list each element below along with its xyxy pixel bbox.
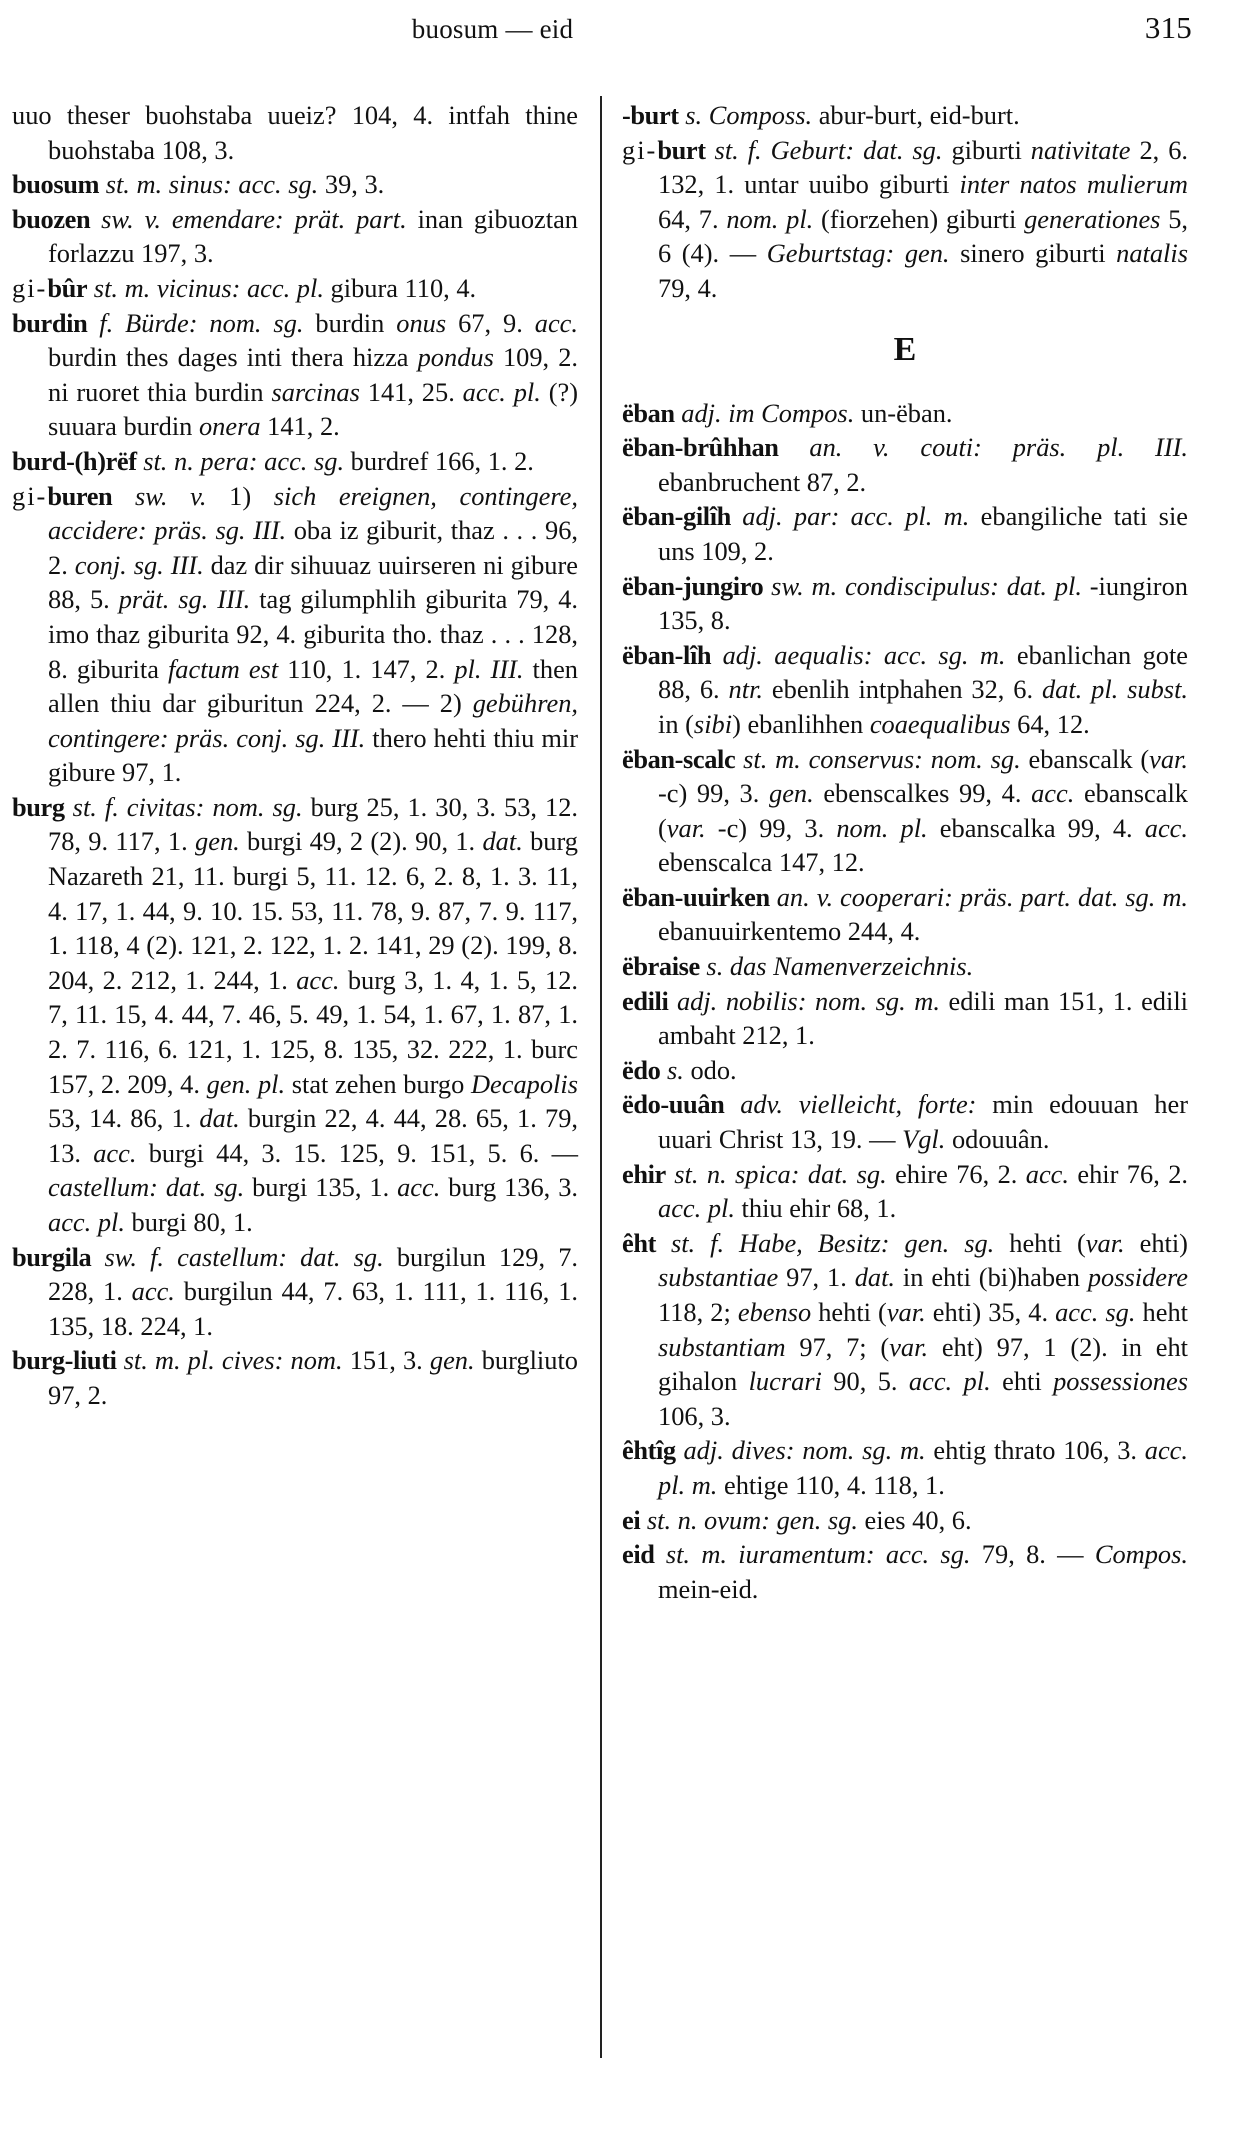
grammar-gloss: castellum: dat. sg. [48, 1172, 245, 1203]
citation-text: sinero giburti [949, 238, 1117, 269]
grammar-gloss: acc. [1031, 778, 1075, 809]
citation-text: ebangiliche tati sie uns 109, 2. [658, 501, 1188, 566]
grammar-gloss: Geburtstag: gen. [766, 238, 950, 269]
grammar-gloss: dat. [482, 826, 523, 857]
dictionary-entry [12, 167, 578, 202]
citation-text: burg 136, 3. [440, 1172, 578, 1203]
grammar-gloss: s. [660, 1054, 684, 1085]
dictionary-entry [622, 880, 1188, 949]
citation-text: daz dir sihuuaz uuirseren ni gibure 88, 5. [48, 549, 578, 615]
dictionary-entry [622, 1433, 1188, 1502]
dictionary-entry [12, 790, 578, 1240]
grammar-gloss: sw. v. emendare: prät. part. [90, 203, 407, 234]
grammar-gloss: s. das Namenverzeichnis. [699, 951, 974, 982]
grammar-gloss: var. [1149, 743, 1188, 774]
citation-text: 79, 4. [658, 272, 718, 303]
citation-text: burg Nazareth 21, 11. burgi 5, 11. 12. 6, 2. 8, 1. 3. 11, 4. 17, 1. 44, 9. 10. 15. 53, 11. 78, 9. 87, 7. 9. 117, 1. 118, 4 (2). 121, 2. 122, 1. 2. 141, 29 (2). 199, 8. 204, 2. 212, 1. 244, 1. [48, 826, 579, 995]
headword: ei [622, 1504, 641, 1535]
section-letter-heading: E [893, 330, 917, 368]
citation-text: uuo theser buohstaba uueiz? 104, 4. intfah thine buohstaba 108, 3. [12, 100, 578, 165]
citation-text: ebanlichan gote 88, 6. [658, 639, 1189, 705]
dictionary-entry [622, 638, 1188, 742]
grammar-gloss: acc. sg. [1055, 1297, 1136, 1327]
headword: burdin [12, 307, 88, 338]
citation-text: edili man 151, 1. edili ambaht 212, 1. [658, 985, 1189, 1051]
grammar-gloss: adj. nobilis: nom. sg. m. [668, 985, 940, 1016]
citation-text: 141, 2. [260, 411, 340, 442]
grammar-gloss: substantiam [658, 1331, 786, 1362]
citation-text: burgi 44, 3. 15. 125, 9. 151, 5. 6. — [136, 1137, 578, 1168]
dictionary-entry [12, 479, 578, 790]
citation-text: hehti ( [811, 1297, 887, 1327]
grammar-gloss: sw. v. [112, 480, 207, 511]
prefix: gi- [12, 272, 48, 303]
grammar-gloss: coaequalibus [869, 708, 1011, 739]
grammar-gloss: var. [1085, 1227, 1125, 1258]
headword: ëban-lîh [622, 639, 712, 670]
citation-text: 2, 6. 132, 1. untar uuibo giburti [658, 134, 1188, 200]
citation-text: -iungiron 135, 8. [658, 570, 1188, 636]
grammar-gloss: acc. pl. [462, 376, 541, 407]
citation-text: oba iz giburit, thaz . . . 96, 2. [48, 515, 578, 580]
grammar-gloss: sarcinas [271, 376, 360, 407]
citation-text: ) ebanlihhen [732, 708, 870, 739]
citation-text: ehti [990, 1366, 1054, 1397]
citation-text: burgilun 44, 7. 63, 1. 111, 1. 116, 1. 135, 18. 224, 1. [48, 1276, 579, 1341]
dictionary-entry [12, 306, 578, 444]
grammar-gloss: acc. [131, 1276, 175, 1307]
citation-text: 67, 9. [446, 307, 535, 338]
grammar-gloss: lucrari [748, 1366, 822, 1397]
headword: ëdo [622, 1054, 661, 1085]
dictionary-entry [622, 1087, 1188, 1156]
dictionary-entry [622, 430, 1188, 499]
dictionary-entry [622, 1053, 1188, 1088]
dictionary-entry [12, 1343, 578, 1412]
grammar-gloss: generationes [1024, 203, 1161, 234]
headword: eid [622, 1539, 655, 1570]
grammar-gloss: gebühren, contingere: präs. conj. sg. III. [48, 688, 578, 753]
grammar-gloss: acc. [397, 1172, 441, 1203]
grammar-gloss: acc. pl. [908, 1366, 991, 1397]
headword: ëban-uuirken [622, 881, 770, 912]
citation-text: 1) [206, 480, 274, 511]
citation-text: ehti) 35, 4. [925, 1297, 1056, 1327]
grammar-gloss: adj. par: acc. pl. m. [730, 501, 970, 532]
grammar-gloss: acc. [296, 964, 340, 995]
citation-text: in ehti (bi)haben [895, 1262, 1088, 1293]
citation-text: in ( [658, 708, 694, 739]
grammar-gloss: st. m. iuramentum: acc. sg. [654, 1539, 971, 1570]
grammar-gloss: acc. [93, 1137, 137, 1168]
grammar-gloss: acc. pl. [48, 1207, 125, 1237]
grammar-gloss: sich ereignen, contingere, accidere: präs. sg. III. [48, 480, 578, 546]
citation-text: ehtige 110, 4. 118, 1. [717, 1469, 945, 1500]
citation-text: 64, 12. [1010, 708, 1090, 739]
citation-text: burgilun 129, 7. 228, 1. [48, 1241, 578, 1307]
grammar-gloss: sw. m. condiscipulus: dat. pl. [763, 570, 1082, 601]
citation-text: ebanscalk ( [658, 778, 1188, 843]
citation-text: -c) 99, 3. [705, 812, 837, 843]
citation-text: ehtig thrato 106, 3. [925, 1435, 1145, 1466]
citation-text: -c) 99, 3. [658, 778, 769, 809]
grammar-gloss: factum est [167, 653, 279, 684]
grammar-gloss: ebenso [737, 1297, 812, 1327]
headword: buozen [12, 203, 91, 234]
headword: ehir [622, 1158, 666, 1189]
grammar-gloss: ntr. [728, 674, 764, 705]
citation-text: giburti [942, 134, 1031, 165]
citation-text: hehti ( [994, 1227, 1086, 1258]
citation-text: 151, 3. [342, 1345, 430, 1376]
headword: bûr [47, 272, 88, 303]
citation-text: ehire 76, 2. [886, 1158, 1026, 1189]
grammar-gloss: Compos. [1094, 1539, 1188, 1570]
citation-text: 110, 1. 147, 2. [278, 653, 455, 684]
citation-text: abur-burt, eid-burt. [812, 100, 1020, 130]
headword: ëban-brûhhan [622, 432, 779, 463]
headword: ëbraise [622, 951, 700, 982]
citation-text: ebenscalca 147, 12. [658, 847, 865, 878]
citation-text: burgi 135, 1. [244, 1172, 398, 1203]
citation-text: eht) 97, 1 (2). in eht gihalon [658, 1331, 1188, 1397]
grammar-gloss: adj. dives: nom. sg. m. [675, 1435, 926, 1466]
grammar-gloss: var. [666, 812, 706, 843]
citation-text: heht [1135, 1297, 1188, 1327]
headword: -burt [622, 100, 679, 130]
grammar-gloss: dat. [199, 1103, 240, 1134]
citation-text: 109, 2. ni ruoret thia burdin [48, 342, 578, 407]
citation-text: burdref 166, 1. 2. [344, 445, 534, 476]
citation-text: ebanbruchent 87, 2. [658, 466, 867, 497]
headword: edili [622, 985, 669, 1016]
citation-text: odo. [683, 1054, 737, 1085]
citation-text: ebanuuirkentemo 244, 4. [658, 916, 921, 947]
dictionary-entry [12, 202, 578, 271]
dictionary-entry [622, 949, 1188, 984]
grammar-gloss: possessiones [1053, 1366, 1188, 1397]
grammar-gloss: st. f. civitas: nom. sg. [64, 791, 303, 822]
grammar-gloss: acc. pl. m. [658, 1435, 1188, 1500]
dictionary-entry [12, 271, 578, 306]
citation-text: thero hehti thiu mir gibure 97, 1. [48, 722, 578, 788]
headword: ëban [622, 397, 675, 428]
citation-text: ebenlih intphahen 32, 6. [763, 674, 1042, 705]
grammar-gloss: nom. pl. [836, 812, 928, 843]
grammar-gloss: f. Bürde: nom. sg. [87, 307, 304, 338]
citation-text: (fiorzehen) giburti [813, 203, 1025, 234]
dictionary-entry [12, 1240, 578, 1344]
grammar-gloss: prät. sg. III. [118, 584, 251, 615]
grammar-gloss: conj. sg. III. [74, 549, 204, 580]
grammar-gloss: st. m. vicinus: acc. pl. [87, 272, 324, 303]
dictionary-entry [622, 1503, 1188, 1538]
grammar-gloss: var. [886, 1297, 926, 1327]
grammar-gloss: sibi [693, 708, 733, 739]
grammar-gloss: substantiae [658, 1262, 779, 1293]
citation-text: burgi 49, 2 (2). 90, 1. [239, 826, 483, 857]
citation-text: 79, 8. — [970, 1539, 1095, 1570]
citation-text: gibura 110, 4. [323, 272, 477, 303]
prefix: gi- [622, 134, 658, 165]
grammar-gloss: dat. pl. subst. [1041, 674, 1188, 705]
citation-text: 39, 3. [318, 169, 385, 200]
citation-text: mein-eid. [658, 1573, 759, 1604]
citation-text: thiu ehir 68, 1. [734, 1193, 897, 1224]
citation-text: min edouuan her uuari Christ 13, 19. — [658, 1089, 1188, 1155]
grammar-gloss: acc. [1144, 812, 1188, 843]
prefix: gi- [12, 480, 48, 511]
citation-text: 64, 7. [658, 203, 727, 234]
grammar-gloss: st. m. sinus: acc. sg. [99, 169, 319, 200]
headword: ëban-jungiro [622, 570, 764, 601]
dictionary-entry [12, 444, 578, 479]
headword: burg-liuti [12, 1345, 117, 1376]
grammar-gloss: inter natos mulierum [959, 169, 1188, 200]
grammar-gloss: st. f. Geburt: dat. sg. [705, 134, 943, 165]
citation-text: inan gibuoztan forlazzu 197, 3. [48, 203, 578, 269]
citation-text: odouuân. [945, 1124, 1050, 1155]
grammar-gloss: pl. III. [454, 653, 524, 684]
grammar-gloss: nativitate [1030, 134, 1131, 165]
grammar-gloss: st. m. conservus: nom. sg. [735, 743, 1021, 774]
grammar-gloss: adj. im Compos. [674, 397, 855, 428]
running-header: buosum — eid [411, 14, 574, 44]
citation-text: ehir 76, 2. [1069, 1158, 1188, 1189]
citation-text: burgi 80, 1. [124, 1207, 253, 1237]
citation-text: then allen thiu dar giburitun 224, 2. — 2) [48, 653, 578, 719]
dictionary-entry [622, 1226, 1188, 1434]
dictionary-entry [622, 133, 1188, 306]
citation-text: 90, 5. [821, 1366, 909, 1397]
grammar-gloss: var. [889, 1331, 929, 1362]
citation-text: ehti) [1124, 1227, 1188, 1258]
grammar-gloss: Vgl. [902, 1124, 946, 1155]
citation-text: 118, 2; [658, 1297, 738, 1327]
headword: ëdo-uuân [622, 1089, 725, 1120]
headword: burgila [12, 1241, 92, 1272]
dictionary-entry [622, 1157, 1188, 1226]
citation-text: ebenscalkes 99, 4. [813, 778, 1032, 809]
citation-text: (?) suuara burdin [48, 376, 579, 442]
dictionary-entry [622, 98, 1188, 133]
dictionary-entry [622, 1537, 1188, 1606]
grammar-gloss: gen. [429, 1345, 475, 1376]
headword: burg [12, 791, 65, 822]
grammar-gloss: pondus [417, 342, 494, 373]
dictionary-entry [622, 742, 1188, 880]
grammar-gloss: st. n. pera: acc. sg. [136, 445, 345, 476]
grammar-gloss: adv. vielleicht, forte: [724, 1089, 977, 1120]
headword: buosum [12, 169, 100, 200]
dictionary-entry [622, 569, 1188, 638]
citation-text: ebanscalk ( [1020, 743, 1150, 774]
headword: burt [657, 134, 706, 165]
grammar-gloss: adj. aequalis: acc. sg. m. [711, 639, 1006, 670]
citation-text: 106, 3. [658, 1400, 731, 1431]
citation-text: 97, 7; ( [785, 1331, 890, 1362]
grammar-gloss: st. m. pl. cives: nom. [116, 1345, 343, 1376]
grammar-gloss: possidere [1087, 1262, 1189, 1293]
grammar-gloss: nom. pl. [726, 203, 814, 234]
grammar-gloss: dat. [854, 1262, 896, 1293]
right-column [622, 98, 1188, 1606]
grammar-gloss: an. v. couti: präs. pl. III. [778, 432, 1188, 463]
citation-text: burg 3, 1. 4, 1. 5, 12. 7, 11. 15, 4. 44, 7. 46, 5. 49, 1. 54, 1. 67, 1. 87, 1. 2. 7. 116, 6. 121, 1. 125, 8. 135, 32. 222, 1. burc 157, 2. 209, 4. [48, 964, 578, 1099]
citation-text: burg 25, 1. 30, 3. 53, 12. 78, 9. 117, 1. [48, 791, 578, 857]
headword: burd-(h)rëf [12, 445, 137, 476]
entry-continuation [12, 98, 578, 167]
grammar-gloss: gen. [769, 778, 814, 809]
citation-text: burgliuto 97, 2. [48, 1345, 578, 1410]
grammar-gloss: st. n. ovum: gen. sg. [640, 1504, 858, 1535]
column-divider [600, 96, 602, 2058]
citation-text: 97, 1. [778, 1262, 855, 1293]
dictionary-entry [622, 984, 1188, 1053]
grammar-gloss: sw. f. castellum: dat. sg. [91, 1241, 384, 1272]
grammar-gloss: st. f. Habe, Besitz: gen. sg. [655, 1227, 995, 1258]
grammar-gloss: onera [198, 411, 261, 442]
headword: ëban-scalc [622, 743, 736, 774]
dictionary-entry [622, 499, 1188, 568]
grammar-gloss: s. Composs. [678, 100, 813, 130]
grammar-gloss: st. n. spica: dat. sg. [665, 1158, 887, 1189]
citation-text: 141, 25. [359, 376, 463, 407]
grammar-gloss: gen. pl. [206, 1068, 286, 1099]
grammar-gloss: an. v. cooperari: präs. part. dat. sg. m. [769, 881, 1188, 912]
headword: ëban-gilîh [622, 501, 731, 532]
headword: buren [47, 480, 113, 511]
citation-text: burgin 22, 4. 44, 28. 65, 1. 79, 13. [48, 1103, 579, 1168]
headword: êhtîg [622, 1435, 676, 1466]
citation-text: tag gilumphlih giburita 79, 4. imo thaz giburita 92, 4. giburita tho. thaz . . . 128, 8. giburita [48, 584, 578, 684]
citation-text: un-ëban. [854, 397, 953, 428]
page-number: 315 [1144, 10, 1192, 45]
grammar-gloss: acc. [534, 307, 578, 338]
citation-text: 53, 14. 86, 1. [48, 1103, 200, 1134]
grammar-gloss: acc. [1025, 1158, 1069, 1189]
grammar-gloss: gen. [195, 826, 240, 857]
dictionary-entry [622, 396, 1188, 431]
grammar-gloss: Decapolis [470, 1068, 578, 1099]
citation-text: burdin thes dages inti thera hizza [48, 342, 418, 373]
citation-text: 5, 6 (4). — [658, 203, 1188, 269]
headword: êht [622, 1227, 656, 1258]
grammar-gloss: natalis [1116, 238, 1188, 269]
grammar-gloss: onus [396, 307, 447, 338]
citation-text: eies 40, 6. [857, 1504, 972, 1535]
grammar-gloss: acc. pl. [658, 1193, 735, 1224]
left-column [12, 98, 578, 1413]
citation-text: ebanscalka 99, 4. [927, 812, 1145, 843]
citation-text: stat zehen burgo [285, 1068, 471, 1099]
citation-text: burdin [303, 307, 397, 338]
